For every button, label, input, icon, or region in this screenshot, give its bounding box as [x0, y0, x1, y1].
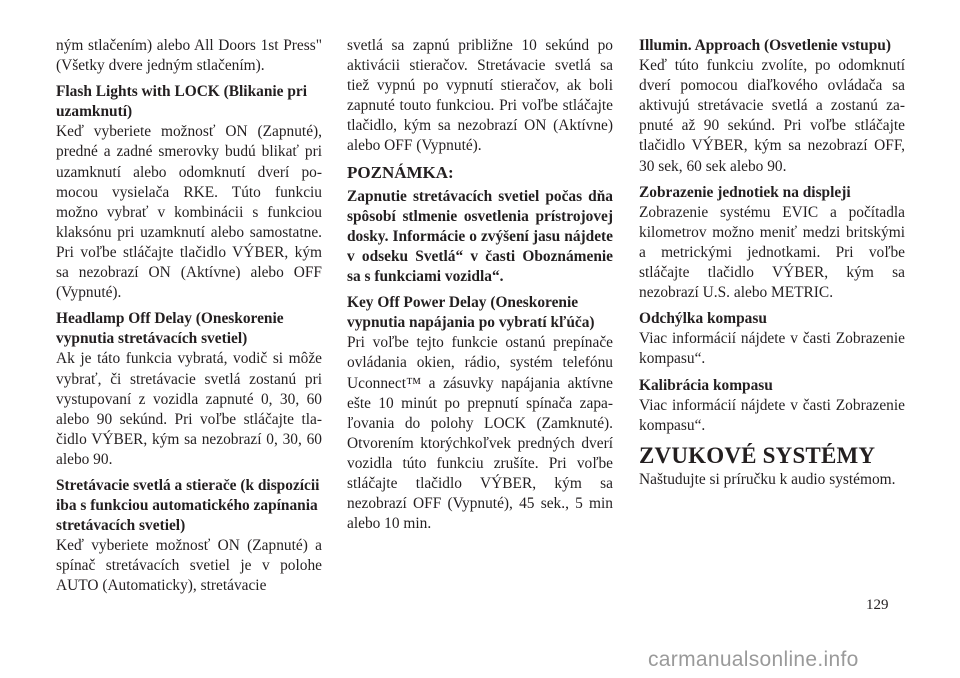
audio-systems-body: Naštudujte si príručku k audio systémom. — [639, 470, 896, 488]
section-headlights-wipers — [56, 476, 322, 597]
wipers-continuation: svetlá sa zapnú približne 10 sekúnd po aktivácii stieračov. Stretávacie svetlá sa tiež vypnú po vypnutí stieračov, ak boli zapnuté touto funkciou. Pri voľbe stláčajte tlačidlo, kým sa nezobrazí ON (Aktívne) alebo OFF (Vypnuté). — [347, 37, 613, 155]
flash-lights-heading: Flash Lights with LOCK (Blikanie pri uzamknutí) — [56, 83, 307, 121]
headlights-wipers-heading: Stretávacie svetlá a stierače (k dispozícii iba s funkciou automatického zapínania stretávacích svetiel) — [56, 476, 320, 535]
note-body: Zapnutie stretávacích svetiel počas dňa spôsobí stlmenie osvetlenia prístrojovej dosky. Informácie o zvýšení jasu nájdete v odseku Svetlá“ v časti Oboznámenie sa s funkciami vozidla“. — [347, 187, 613, 286]
page-number: 129 — [866, 597, 889, 613]
compass-variance-body: Viac informácií nájdete v časti Zobrazenie kompasu“. — [639, 330, 905, 368]
section-headlamp-delay — [56, 309, 322, 470]
watermark-text: carmanualsonline.info — [648, 648, 859, 671]
key-off-delay-heading: Key Off Power Delay (Oneskorenie vypnutia napájania po vybratí kľúča) — [347, 294, 595, 332]
headlights-wipers-body: Keď vyberiete možnosť ON (Zapnuté) a spínač stretávacích svetiel je v polohe AUTO (Automaticky), stretávacie — [56, 537, 322, 595]
compass-variance-heading: Odchýlka kompasu — [639, 310, 767, 328]
section-compass-variance — [639, 309, 905, 369]
illuminated-approach-heading: Illumin. Approach (Osvetlenie vstupu) — [639, 37, 891, 54]
column-right — [639, 36, 905, 490]
section-illuminated-approach — [639, 36, 905, 177]
section-flash-lights — [56, 82, 322, 303]
headlamp-delay-body: Ak je táto funkcia vybratá, vodič si môže vybrať, či stretávacie svetlá zostanú pri vystupovaní z vozidla zapnuté 0, 30, 60 alebo 90 sekúnd. Pri voľbe stláčajte tlačidlo VÝBER, kým sa nezobrazí 0, 30, 60 alebo 90. — [56, 350, 322, 468]
column-middle — [347, 36, 613, 540]
intro-paragraph: ným stlačením) alebo All Doors 1st Press" (Všetky dvere jedným stlačením). — [56, 37, 322, 75]
audio-systems-heading: ZVUKOVÉ SYSTÉMY — [639, 442, 876, 468]
display-units-body: Zobrazenie systému EVIC a počítadla kilometrov možno meniť medzi britskými a metrickými jednotkami. Pri voľbe stláčajte tlačidlo VÝBER, kým sa nezobrazí U.S. alebo METRIC. — [639, 203, 905, 302]
section-display-units — [639, 183, 905, 304]
display-units-heading: Zobrazenie jednotiek na displeji — [639, 183, 851, 201]
headlamp-delay-heading: Headlamp Off Delay (Oneskorenie vypnutia stretávacích svetiel) — [56, 310, 284, 348]
section-key-off-delay — [347, 293, 613, 534]
column-left — [56, 36, 322, 603]
section-compass-calibration — [639, 376, 905, 436]
compass-calibration-heading: Kalibrácia kompasu — [639, 376, 773, 394]
compass-calibration-body: Viac informácií nájdete v časti Zobrazenie kompasu“. — [639, 396, 905, 434]
note-heading: POZNÁMKA: — [347, 162, 454, 182]
illuminated-approach-body: Keď túto funkciu zvolíte, po odomknutí dverí pomocou diaľkového ovládača sa aktivujú stretávacie svetlá a zostanú zapnuté až 90 sekúnd. Pri voľbe stláčajte tlačidlo VÝBER, kým sa nezobrazí OFF, 30 sek, 60 sek alebo 90. — [639, 57, 905, 175]
key-off-delay-body: Pri voľbe tejto funkcie ostanú prepínače ovládania okien, rádio, systém telefónu Uconnect™ a zásuvky napájania aktívne ešte 10 minút po prepnutí spínača zapaľovania do polohy LOCK (Zamknuté). Otvorením ktorýchkoľvek predných dverí vozidla túto funkciu zrušíte. Pri voľbe stláčajte tlačidlo VÝBER, kým sa nezobrazí OFF (Vypnuté), 45 sek., 5 min alebo 10 min. — [347, 334, 613, 533]
flash-lights-body: Keď vyberiete možnosť ON (Zapnuté), predné a zadné smerovky budú blikať pri uzamknutí alebo odomknutí dverí pomocou vysielača RKE. Túto funkciu možno vybrať v kombinácii s funkciou klaksónu pri uzamknutí alebo samostatne. Pri voľbe stláčajte tlačidlo VÝBER, kým sa nezobrazí ON (Aktívne) alebo OFF (Vypnuté). — [56, 123, 322, 302]
